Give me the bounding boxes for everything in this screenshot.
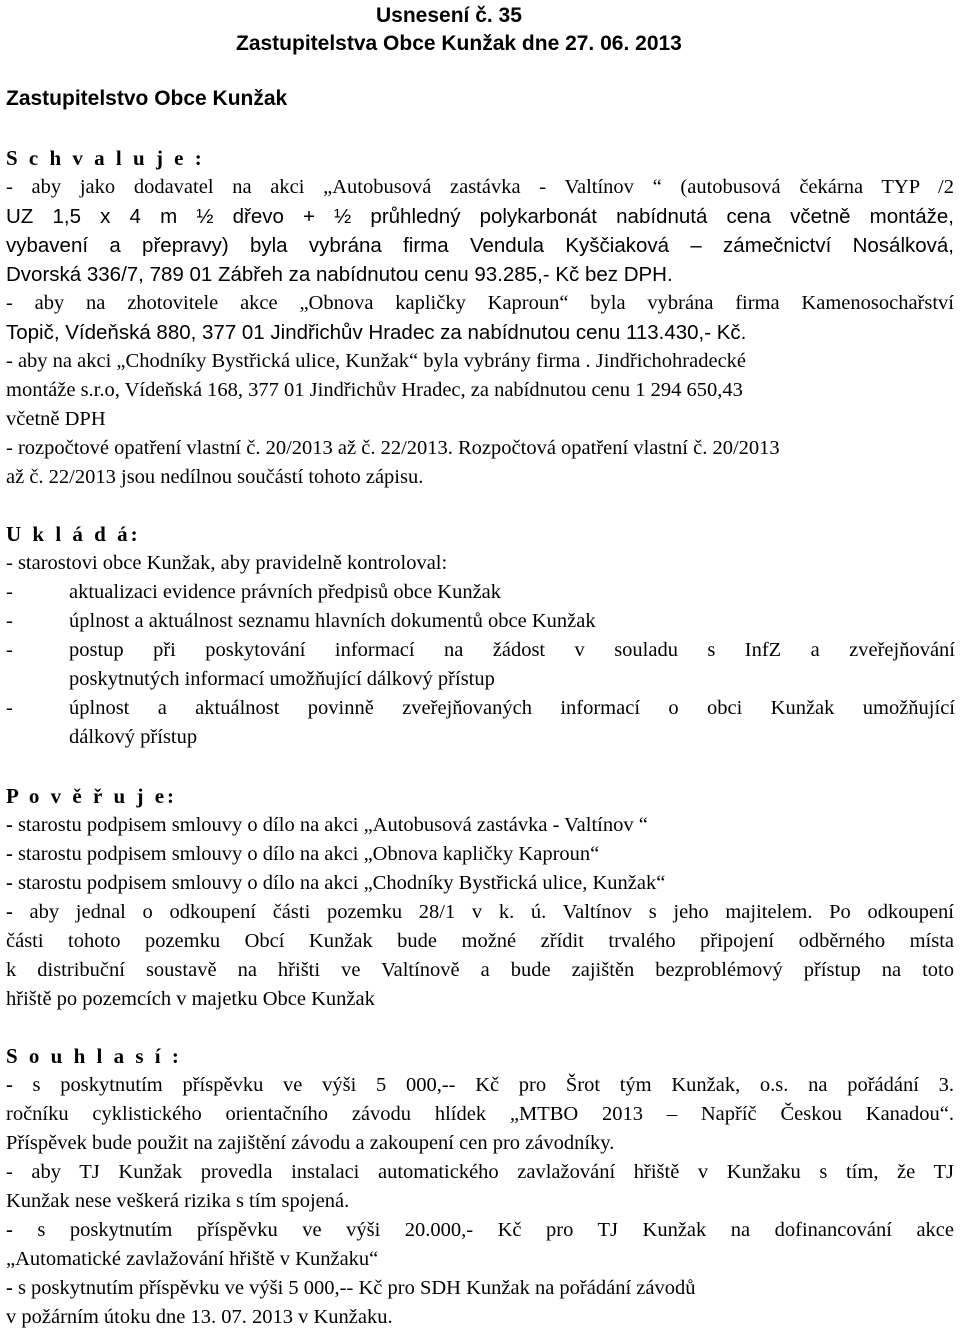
bold-dash: -: [6, 814, 13, 836]
souhlasi-text: s poskytnutím příspěvku ve výši 20.000,- Kč pro TJ Kunžak na dofinancování akce: [37, 1219, 954, 1241]
schvaluje-line: Dvorská 336/7, 789 01 Zábřeh za nabídnutou cenu 93.285,- Kč bez DPH.: [6, 263, 673, 286]
poveruje-line: části tohoto pozemku Obcí Kunžak bude možné zřídit trvalého připojení odběrného místa: [6, 930, 954, 952]
bullet-dash: -: [6, 581, 13, 603]
bold-dash: -: [6, 1074, 13, 1096]
schvaluje-line: - rozpočtové opatření vlastní č. 20/2013 až č. 22/2013. Rozpočtová opatření vlastní č. 20/2013: [6, 437, 780, 459]
souhlasi-line: [6, 1071, 954, 1100]
souhlasi-line: [6, 1274, 954, 1303]
poveruje-line: [6, 898, 954, 927]
poveruje-line: k distribuční soustavě na hřišti ve Valtínově a bude zajištěn bezproblémový přístup na toto: [6, 959, 954, 981]
poveruje-line: [6, 811, 954, 840]
schvaluje-line: až č. 22/2013 jsou nedílnou součástí tohoto zápisu.: [6, 466, 424, 488]
schvaluje-line: vybavení a přepravy) byla vybrána firma Vendula Kyščiaková – zámečnictví Nosálková,: [6, 234, 954, 257]
poveruje-line: [6, 869, 954, 898]
bold-dash: -: [6, 843, 13, 865]
souhlasi-text: s poskytnutím příspěvku ve výši 5 000,-- Kč pro SDH Kunžak na pořádání závodů: [17, 1277, 696, 1299]
poveruje-line: [6, 840, 954, 869]
schvaluje-line: - aby na akci „Chodníky Bystřická ulice, Kunžak“ byla vybrány firma . Jindřichohradecké: [6, 350, 747, 372]
souhlasi-line: ročníku cyklistického orientačního závodu hlídek „MTBO 2013 – Napříč Českou Kanadou“.: [6, 1103, 954, 1125]
poveruje-text: starostu podpisem smlouvy o dílo na akci „Autobusová zastávka - Valtínov “: [17, 814, 648, 836]
souhlasi-line: [6, 1216, 954, 1245]
uklada-intro: - starostovi obce Kunžak, aby pravidelně kontroloval:: [6, 552, 448, 574]
section-heading-uklada: U k l á d á:: [6, 522, 141, 546]
uklada-item: úplnost a aktuálnost povinně zveřejňovaných informací o obci Kunžak umožňující: [69, 697, 955, 719]
schvaluje-line: - aby jako dodavatel na akci „Autobusová zastávka - Valtínov “ (autobusová čekárna TYP /2: [6, 176, 954, 198]
schvaluje-line: montáže s.r.o, Vídeňská 168, 377 01 Jindřichův Hradec, za nabídnutou cenu 1 294 650,43: [6, 379, 743, 401]
resolution-subtitle: Zastupitelstva Obce Kunžak dne 27. 06. 2013: [236, 32, 682, 55]
bold-dash: -: [6, 872, 13, 894]
uklada-item-continuation: dálkový přístup: [69, 726, 198, 748]
poveruje-line: hřiště po pozemcích v majetku Obce Kunžak: [6, 988, 375, 1010]
section-heading-poveruje: P o v ě ř u j e:: [6, 784, 178, 808]
resolution-number: Usnesení č. 35: [376, 4, 522, 27]
uklada-item: aktualizaci evidence právních předpisů obce Kunžak: [69, 581, 502, 603]
souhlasi-line: - aby TJ Kunžak provedla instalaci automatického zavlažování hřiště v Kunžaku s tím, že TJ: [6, 1161, 954, 1183]
poveruje-text: starostu podpisem smlouvy o dílo na akci „Chodníky Bystřická ulice, Kunžak“: [17, 872, 666, 894]
schvaluje-line: - aby na zhotovitele akce „Obnova kapličky Kaproun“ byla vybrána firma Kamenosochařství: [6, 292, 954, 314]
souhlasi-line: Kunžak nese veškerá rizika s tím spojená.: [6, 1190, 350, 1212]
poveruje-text: aby jednal o odkoupení části pozemku 28/1 v k. ú. Valtínov s jeho majitelem. Po odkoupení: [29, 901, 954, 923]
schvaluje-line: UZ 1,5 x 4 m ½ dřevo + ½ průhledný polykarbonát nabídnutá cena včetně montáže,: [6, 205, 954, 228]
schvaluje-line: včetně DPH: [6, 408, 106, 430]
schvaluje-line: Topič, Vídeňská 880, 377 01 Jindřichův Hradec za nabídnutou cenu 113.430,- Kč.: [6, 321, 747, 344]
bold-dash: -: [6, 901, 13, 923]
bold-dash: -: [6, 1219, 13, 1241]
council-name: Zastupitelstvo Obce Kunžak: [6, 87, 288, 110]
uklada-item-continuation: poskytnutých informací umožňující dálkový přístup: [69, 668, 495, 690]
bullet-dash: -: [6, 610, 13, 632]
souhlasi-line: Příspěvek bude použit na zajištění závodu a zakoupení cen pro závodníky.: [6, 1132, 615, 1154]
souhlasi-text: s poskytnutím příspěvku ve výši 5 000,-- Kč pro Šrot tým Kunžak, o.s. na pořádání 3.: [32, 1074, 954, 1096]
poveruje-text: starostu podpisem smlouvy o dílo na akci „Obnova kapličky Kaproun“: [17, 843, 600, 865]
souhlasi-line: v požárním útoku dne 13. 07. 2013 v Kunžaku.: [6, 1306, 393, 1328]
souhlasi-line: „Automatické zavlažování hřiště v Kunžaku“: [6, 1248, 379, 1270]
uklada-item: úplnost a aktuálnost seznamu hlavních dokumentů obce Kunžak: [69, 610, 596, 632]
bold-dash: -: [6, 1277, 13, 1299]
section-heading-souhlasi: S o u h l a s í :: [6, 1044, 182, 1068]
section-heading-schvaluje: S c h v a l u j e :: [6, 146, 205, 170]
bullet-dash: -: [6, 697, 13, 719]
uklada-item: postup při poskytování informací na žádost v souladu s InfZ a zveřejňování: [69, 639, 955, 661]
bullet-dash: -: [6, 639, 13, 661]
